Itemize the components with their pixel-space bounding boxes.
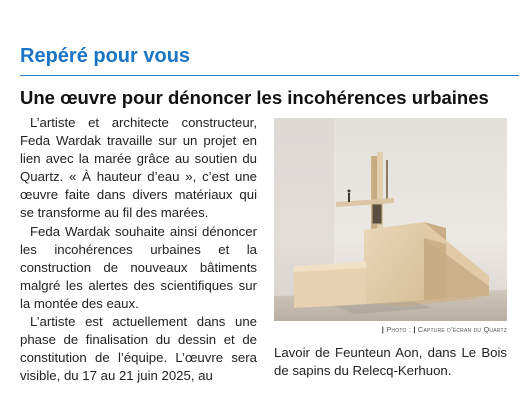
photo-caption [274, 325, 507, 334]
article-paragraph: L’artiste et architecte constructeur, Feda Wardak travaille sur un projet en lien avec la marée grâce au soutien du Quartz. « À hauteur d’eau », c’est une œuvre faite dans divers matériaux qui se transforme au fil des marées. [20, 115, 257, 221]
article-photo [274, 118, 507, 321]
article-headline: Une œuvre pour dénoncer les incohérences urbaines [20, 87, 489, 108]
article-continuation: Lavoir de Feunteun Aon, dans Le Bois de sapins du Relecq-Kerhuon. [274, 345, 507, 379]
caption-label: Photo : [386, 325, 412, 334]
article-paragraph: Feda Wardak souhaite ainsi dénoncer les incohérences urbaines et la construction de nouveaux bâtiments malgré les alertes des scientifiques sur la montée des eaux. [20, 223, 257, 311]
caption-separator: | [413, 325, 416, 334]
caption-credit: Capture d’écran du Quartz [417, 325, 507, 334]
section-divider [20, 75, 519, 76]
caption-separator: | [381, 325, 385, 334]
section-title: Repéré pour vous [20, 45, 191, 67]
article-body [20, 114, 257, 385]
architectural-model-image [274, 118, 507, 321]
article-paragraph: L’artiste est actuellement dans une phase de finalisation du dessin et de constitution de l’équipe. L’œuvre sera visible, du 17 au 21 juin 2025, au [20, 314, 257, 384]
